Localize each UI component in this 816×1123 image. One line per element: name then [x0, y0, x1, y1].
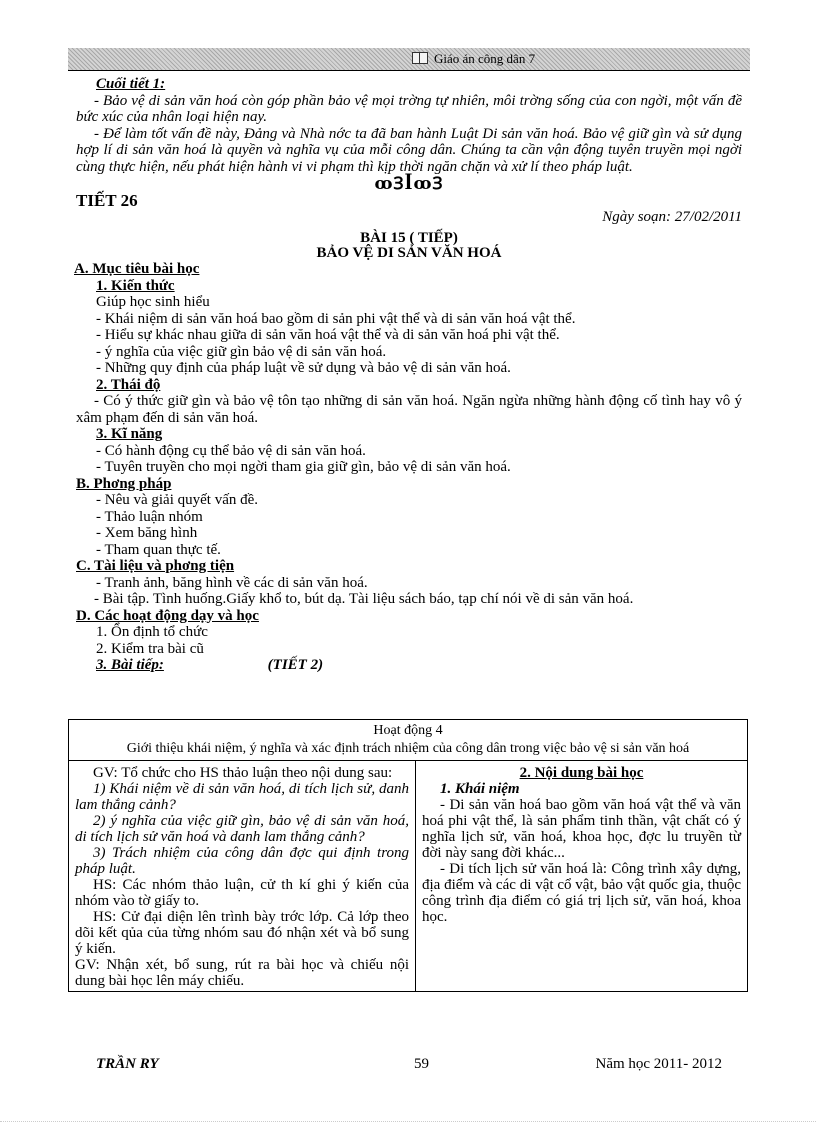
content-subtitle: 1. Khái niệm	[440, 781, 520, 797]
prepared-date: Ngày soạn: 27/02/2011	[602, 208, 742, 225]
header-title: Giáo án công dân 7	[434, 51, 536, 66]
activity-table-wrap	[68, 719, 748, 992]
content-title: 2. Nội dung bài học	[519, 765, 644, 781]
lesson-number: BÀI 15 ( TIẾP)	[360, 230, 458, 246]
teacher-activity-cell	[69, 761, 416, 992]
content-paragraph: - Di tích lịch sử văn hoá là: Công trình xây dựng, địa điểm và các di vật cổ vật, bảo vật quốc gia, thuộc công trình địa điểm có giá trị lịch sử, văn hoá, khoa học.	[422, 861, 741, 925]
ornament-divider: ꝏꞫꟾꝏꞫ	[374, 174, 444, 193]
school-year: Năm học 2011- 2012	[595, 1056, 722, 1072]
left-paragraph: HS: Các nhóm thảo luận, cử th kí ghi ý kiến của nhóm vào tờ giấy to.	[75, 877, 409, 909]
content-paragraph: - Di sản văn hoá bao gồm văn hoá vật thể và văn hoá phi vật thể, là sản phẩm tinh thần, vật chất có ý nghĩa lịch sử, văn hoá, khoa học, đợc lu truyền từ đời này sang đời khác...	[422, 797, 741, 861]
section-d3-line	[76, 657, 742, 674]
table-row	[69, 720, 748, 761]
lesson-content-cell	[416, 761, 748, 992]
document-body	[76, 76, 742, 674]
page-footer	[96, 1056, 736, 1076]
list-item: 1. Ổn định tổ chức	[96, 624, 208, 640]
left-paragraph: GV: Tổ chức cho HS thảo luận theo nội dung sau:	[93, 765, 393, 781]
question-1: 1) Khái niệm về di sản văn hoá, di tích lịch sử, danh lam thắng cảnh?	[75, 781, 409, 813]
tiet-number: TIẾT 26	[76, 191, 138, 210]
list-item: - Nêu và giải quyết vấn đề.	[96, 492, 259, 508]
list-item: - Có hành động cụ thể bảo vệ di sản văn hoá.	[96, 442, 366, 459]
section-a1-title: 1. Kiến thức	[96, 277, 175, 294]
left-paragraph: GV: Nhận xét, bổ sung, rút ra bài học và chiếu nội dung bài học lên máy chiếu.	[75, 957, 409, 989]
section-a3-title: 3. Kĩ năng	[96, 426, 163, 442]
list-item: - Tranh ảnh, băng hình về các di sản văn hoá.	[96, 574, 368, 591]
list-item: - Những quy định của pháp luật về sử dụng và bảo vệ di sản văn hoá.	[96, 360, 511, 376]
bottom-divider	[0, 1121, 816, 1122]
section-d3-label: 3. Bài tiếp:	[96, 657, 164, 673]
list-item: - Hiểu sự khác nhau giữa di sản văn hoá vật thể và di sản văn hoá phi vật thể.	[96, 327, 560, 343]
book-icon	[412, 52, 428, 64]
section-a2-text: - Có ý thức giữ gìn và bảo vệ tôn tạo những di sản văn hoá. Ngăn ngừa những hành động cố tình hay vô ý xâm phạm đến di sản văn hoá.	[76, 393, 742, 426]
list-item: - Khái niệm di sản văn hoá bao gồm di sản phi vật thể và di sản văn hoá vật thể.	[96, 310, 576, 327]
intro-paragraph-1: - Bảo vệ di sản văn hoá còn góp phần bảo vệ mọi trờng tự nhiên, môi trờng sống của con ngời, một vấn đề bức xúc của nhân loại hiện nay.	[76, 92, 742, 125]
left-paragraph: HS: Cử đại diện lên trình bày trớc lớp. Cả lớp theo dõi kết qủa của từng nhóm sau đó nhận xét và bổ sung ý kiến.	[75, 909, 409, 957]
header-title-wrap	[410, 48, 537, 70]
list-item: - Thảo luận nhóm	[96, 508, 203, 525]
question-3: 3) Trách nhiệm của công dân đợc qui định trong pháp luật.	[75, 845, 409, 877]
section-b-title: B. Phơng pháp	[76, 475, 172, 492]
section-d-title: D. Các hoạt động dạy và học	[76, 607, 259, 624]
list-item: - Tuyên truyền cho mọi ngời tham gia giữ gìn, bảo vệ di sản văn hoá.	[96, 459, 511, 475]
activity-header-cell	[69, 720, 748, 761]
activity-description: Giới thiệu khái niệm, ý nghĩa và xác định trách nhiệm của công dân trong việc bảo vệ si sản văn hoá	[126, 741, 690, 756]
section-a-title: A. Mục tiêu bài học	[74, 261, 200, 277]
list-item: - Xem băng hình	[96, 525, 198, 541]
list-item: 2. Kiểm tra bài cũ	[96, 640, 204, 657]
page-number: 59	[414, 1056, 429, 1072]
tiet-2-label: (TIẾT 2)	[267, 657, 324, 673]
page-header	[68, 48, 750, 71]
list-item: - ý nghĩa của việc giữ gìn bảo vệ di sản văn hoá.	[96, 343, 387, 360]
activity-table	[68, 719, 748, 992]
intro-paragraph-2: - Để làm tốt vấn đề này, Đảng và Nhà nớc ta đã ban hành Luật Di sản văn hoá. Bảo vệ giữ gìn và sử dụng hợp lí di sản văn hoá là quyền và nghĩa vụ của mỗi công dân. Chúng ta cần vận động tuyên truyền mọi ngời cùng thực hiện, nếu phát hiện hành vi vi phạm thì kịp thời ngăn chặn và xử lí theo pháp luật.	[76, 125, 742, 175]
section-a1-intro: Giúp học sinh hiểu	[96, 294, 210, 310]
activity-title: Hoạt động 4	[373, 723, 443, 738]
intro-heading: Cuối tiết 1:	[96, 76, 166, 92]
list-item: - Tham quan thực tế.	[96, 541, 221, 558]
list-item: - Bài tập. Tình huống.Giấy khổ to, bút dạ. Tài liệu sách báo, tạp chí nói về di sản văn hoá.	[94, 591, 634, 607]
section-c-title: C. Tài liệu và phơng tiện	[76, 558, 235, 574]
question-2: 2) ý nghĩa của việc giữ gìn, bảo vệ di sản văn hoá, di tích lịch sử văn hoá và danh lam thắng cảnh?	[75, 813, 409, 845]
lesson-title: BẢO VỆ DI SẢN VĂN HOÁ	[316, 245, 502, 261]
footer-author: TRẦN RY	[96, 1056, 159, 1072]
table-row	[69, 761, 748, 992]
section-a2-title: 2. Thái độ	[96, 376, 161, 393]
